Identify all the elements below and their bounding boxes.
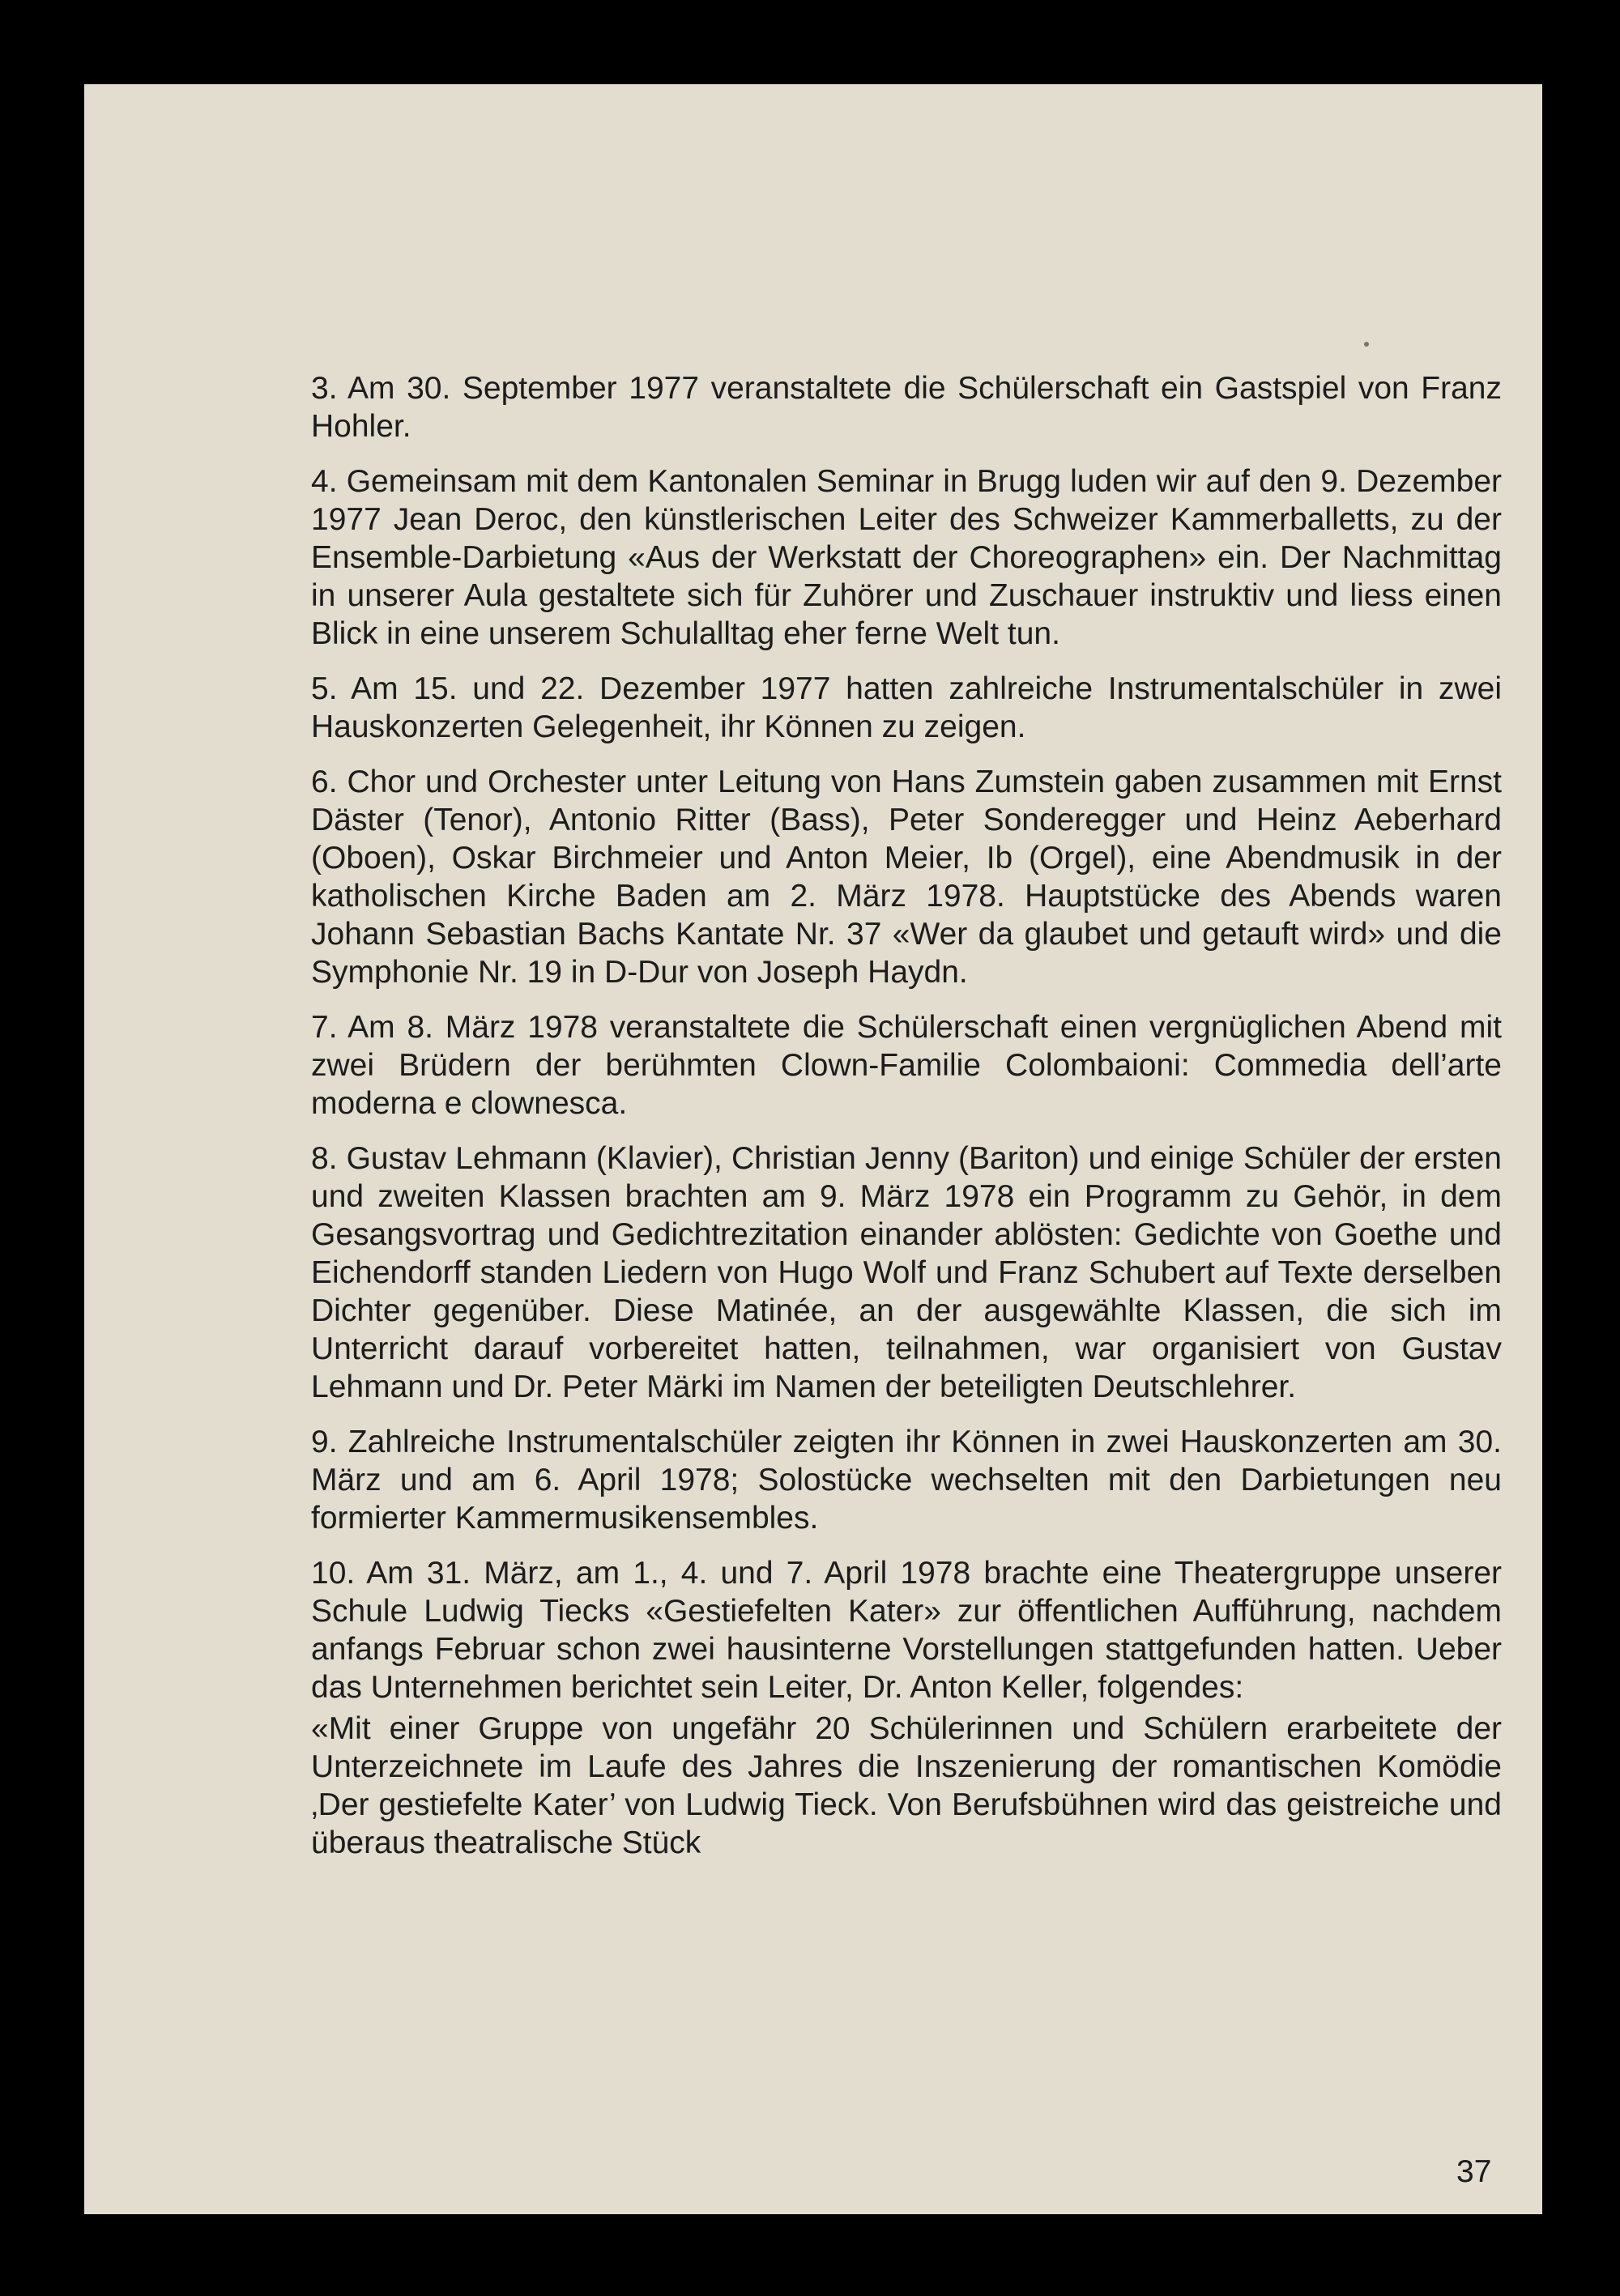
paragraph-4: 4. Gemeinsam mit dem Kantonalen Seminar in Brugg luden wir auf den 9. Dezember 1977 Jean Deroc, den künstlerischen Leiter des Schweizer Kammerballetts, zu der Ensemble-Darbietung «Aus der Werkstatt der Choreographen» ein. Der Nachmittag in unserer Aula gestaltete sich für Zuhörer und Zuschauer instruktiv und liess einen Blick in eine unserem Schulalltag eher ferne Welt tun. [311, 464, 1502, 651]
paragraph-6: 6. Chor und Orchester unter Leitung von Hans Zumstein gaben zusammen mit Ernst Däster (Tenor), Antonio Ritter (Bass), Peter Sonderegger und Heinz Aeberhard (Oboen), Oskar Birchmeier und Anton Meier, Ib (Orgel), eine Abendmusik in der katholischen Kirche Baden am 2. März 1978. Hauptstücke des Abends waren Johann Sebastian Bachs Kantate Nr. 37 «Wer da glaubet und getauft wird» und die Symphonie Nr. 19 in D-Dur von Joseph Haydn. [311, 765, 1502, 990]
document-page [84, 84, 1542, 2214]
paragraph-10: 10. Am 31. März, am 1., 4. und 7. April 1978 brachte eine Theatergruppe unserer Schule Ludwig Tiecks «Gestiefelten Kater» zur öffentlichen Aufführung, nachdem anfangs Februar schon zwei hausinterne Vorstellungen stattgefunden hatten. Ueber das Unternehmen berichtet sein Leiter, Dr. Anton Keller, folgendes: [311, 1556, 1502, 1705]
paragraph-5: 5. Am 15. und 22. Dezember 1977 hatten zahlreiche Instrumentalschüler in zwei Hauskonzerten Gelegenheit, ihr Können zu zeigen. [311, 671, 1502, 744]
text-body [311, 369, 1502, 1879]
paragraph-3: 3. Am 30. September 1977 veranstaltete die Schülerschaft ein Gastspiel von Franz Hohler. [311, 371, 1502, 444]
paragraph-7: 7. Am 8. März 1978 veranstaltete die Schülerschaft einen vergnüglichen Abend mit zwei Brüdern der berühmten Clown-Familie Colombaioni: Commedia dell’arte moderna e clownesca. [311, 1010, 1502, 1121]
paper-speck [1364, 342, 1369, 347]
page-number: 37 [1456, 2154, 1492, 2189]
paragraph-8: 8. Gustav Lehmann (Klavier), Christian Jenny (Bariton) und einige Schüler der ersten und zweiten Klassen brachten am 9. März 1978 ein Programm zu Gehör, in dem Gesangsvortrag und Gedichtrezitation einander ablösten: Gedichte von Goethe und Eichendorff standen Liedern von Hugo Wolf und Franz Schubert auf Texte derselben Dichter gegenüber. Diese Matinée, an der ausgewählte Klassen, die sich im Unterricht darauf vorbereitet hatten, teilnahmen, war organisiert von Gustav Lehmann und Dr. Peter Märki im Namen der beteiligten Deutschlehrer. [311, 1141, 1502, 1404]
paragraph-9: 9. Zahlreiche Instrumentalschüler zeigten ihr Können in zwei Hauskonzerten am 30. März und am 6. April 1978; Solostücke wechselten mit den Darbietungen neu formierter Kammermusikensembles. [311, 1425, 1502, 1536]
report-quote: «Mit einer Gruppe von ungefähr 20 Schülerinnen und Schülern erarbeitete der Unterzeichnete im Laufe des Jahres die Inszenierung der romantischen Komödie ‚Der gestiefelte Kater’ von Ludwig Tieck. Von Berufsbühnen wird das geistreiche und überaus theatralische Stück [311, 1711, 1502, 1860]
